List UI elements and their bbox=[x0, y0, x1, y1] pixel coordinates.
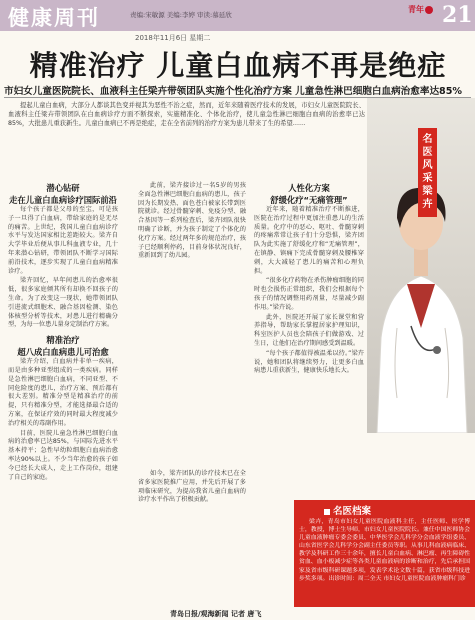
article-paragraph: 目前，医院儿童急性淋巴细胞白血病的治愈率已达85%，与国际先进水平基本持平；急性早幼粒细胞白血病治愈率达90%以上。不少当年治愈的孩子如今已经长大成人，走上工作岗位，组建了自己的家庭。 bbox=[8, 429, 118, 481]
article-column-3 bbox=[254, 182, 364, 377]
article-paragraph: “很多化疗药物在杀伤肿瘤细胞的同时也会损伤正常组织，我们会根据每个孩子的情况调整用药剂量，尽量减少副作用。”梁卉说。 bbox=[254, 277, 364, 311]
section-title-humane-care: 人性化方案 舒缓化疗“无痛管理” bbox=[270, 183, 348, 205]
expert-profile-title-text: 名医档案 bbox=[333, 506, 372, 517]
article-paragraph: 近年来，随着精准治疗不断推进，医院在治疗过程中更加注重患儿的生活质量。化疗中的恶心、呕吐、骨髓穿刺的疼痛常常让孩子们十分恐惧，梁卉团队为此实施了舒缓化疗和“无痛管理”，在镇静、镇痛下完成骨髓穿刺及腰椎穿刺，大大减轻了患儿的痛苦和心理负担。 bbox=[254, 206, 364, 275]
page-number: 21 bbox=[442, 2, 473, 28]
expert-profile-title bbox=[324, 503, 371, 517]
article-paragraph: 梁卉回忆，早年间患儿的治愈率很低，很多家庭倾其所有却换不回孩子的生命。为了改变这一现状，她带领团队引进流式细胞术、融合基因检测、染色体核型分析等技术，对患儿进行精确分型，为每一位患儿量身定制治疗方案。 bbox=[8, 277, 118, 329]
logo-text: 青年 bbox=[408, 5, 424, 14]
logo-dot-icon bbox=[425, 6, 433, 14]
article-column-2 bbox=[138, 182, 246, 262]
section-title-research: 潜心钻研 走在儿童白血病诊疗国际前沿 bbox=[9, 183, 117, 205]
article-paragraph: 梁卉介绍，白血病并非单一疾病，而是由多种亚型组成的一类疾病。同样是急性淋巴细胞白血病，不同亚型、不同危险度的患儿，治疗方案、预后都有很大差别。精准分型是精准治疗的前提，只有精准分型，才能选择最合适的方案，在保证疗效的同时最大程度减少治疗相关的毒副作用。 bbox=[8, 358, 118, 427]
article-paragraph: 此前，梁卉接诊过一名5岁的男孩全面急性淋巴细胞白血病的患儿，孩子因为长期发热、面色苍白被家长带到医院就诊。经过骨髓穿刺、免疫分型、融合基因等一系列检查后，梁卉团队很快明确了诊断，并为孩子制定了个体化的化疗方案。经过两年多的规范治疗，孩子已经顺利停药，目前身体状况良好，重新回到了幼儿园。 bbox=[138, 182, 246, 260]
editor-credits: 责编:宋敏源 美编:李婷 审读:慕延欣 bbox=[130, 11, 232, 19]
photo-caption-tag: 名医风采 梁卉 bbox=[418, 128, 437, 217]
expert-profile-body: 梁卉，青岛市妇女儿童医院血液科主任，主任医师、医学博士，教授，博士生导师，市妇女儿童医院院长。兼任中国医师协会儿童血液肿瘤专委会委员、中华医学会儿科学分会血液学组委员、山东省医学会儿科学分会副主任委员等职。从事儿科血液病临床、教学及科研工作三十余年，擅长儿童白血病、淋巴瘤、再生障碍性贫血、血小板减少症等各类儿童血液病的诊断和治疗，先后承担国家及省市级科研课题多项，发表学术论文数十篇，获省市级科技进步奖多项。出诊时间：周二全天 市妇女儿童医院血液肿瘤科门诊 bbox=[299, 519, 470, 582]
dateline: 2018年11月6日 星期二 bbox=[135, 34, 211, 42]
article-paragraph: 此外，医院还开展了家长课堂和营养指导，帮助家长掌握居家护理知识，科室医护人员也会陪孩子们做游戏、过生日，让他们在治疗期间感受到温暖。 bbox=[254, 313, 364, 347]
square-bullet-icon bbox=[324, 509, 330, 515]
article-column-2-lower bbox=[138, 470, 246, 506]
page-header bbox=[0, 0, 475, 31]
newspaper-logo bbox=[408, 4, 436, 22]
article-column-1 bbox=[8, 182, 118, 483]
section-title: 健康周刊 bbox=[8, 5, 100, 30]
article-paragraph: 每个孩子都是父母的至宝，可是孩子一旦得了白血病，带给家庭的是无尽的痛苦。上世纪，我国儿童白血病诊疗水平与发达国家相比差距较大。梁卉自大学毕业后便从事儿科血液专业，几十年来潜心钻研，带领团队不断学习国际前沿技术，逐步实现了儿童白血病精准诊疗。 bbox=[8, 206, 118, 275]
section-title-precision: 精准治疗 超八成白血病患儿可治愈 bbox=[17, 335, 109, 358]
expert-profile-box bbox=[294, 500, 475, 607]
headline: 精准治疗 儿童白血病不再是绝症 bbox=[29, 49, 447, 82]
subheadline: 市妇女儿童医院院长、血液科主任梁卉带领团队实施个性化治疗方案 儿童急性淋巴细胞白血病治愈率达85% bbox=[4, 86, 463, 97]
article-paragraph: 如今，梁卉团队的诊疗技术已在全省多家医院推广应用，并先后开展了多项临床研究，为提高我省儿童白血病的诊疗水平作出了积极贡献。 bbox=[138, 470, 246, 504]
intro-paragraph: 提起儿童白血病，大部分人都谈其色变并视其为恶性不治之症，然而，近年来随着医疗技术的发展，市妇女儿童医院院长、血液科主任梁卉带领团队在白血病诊疗方面不断探索，实施精准化、个体化治疗，使儿童急性淋巴细胞白血病的治愈率已达85%，大批患儿重获新生。儿童白血病已不再是绝症，走在全省前列的治疗方案为患儿带来了生的希望…… bbox=[8, 102, 365, 128]
article-paragraph: “每个孩子都值得被温柔以待。”梁卉说，她和团队将继续努力，让更多白血病患儿重获新生，健康快乐地长大。 bbox=[254, 349, 364, 375]
byline: 青岛日报/观海新闻 记者 唐飞 bbox=[170, 610, 262, 618]
